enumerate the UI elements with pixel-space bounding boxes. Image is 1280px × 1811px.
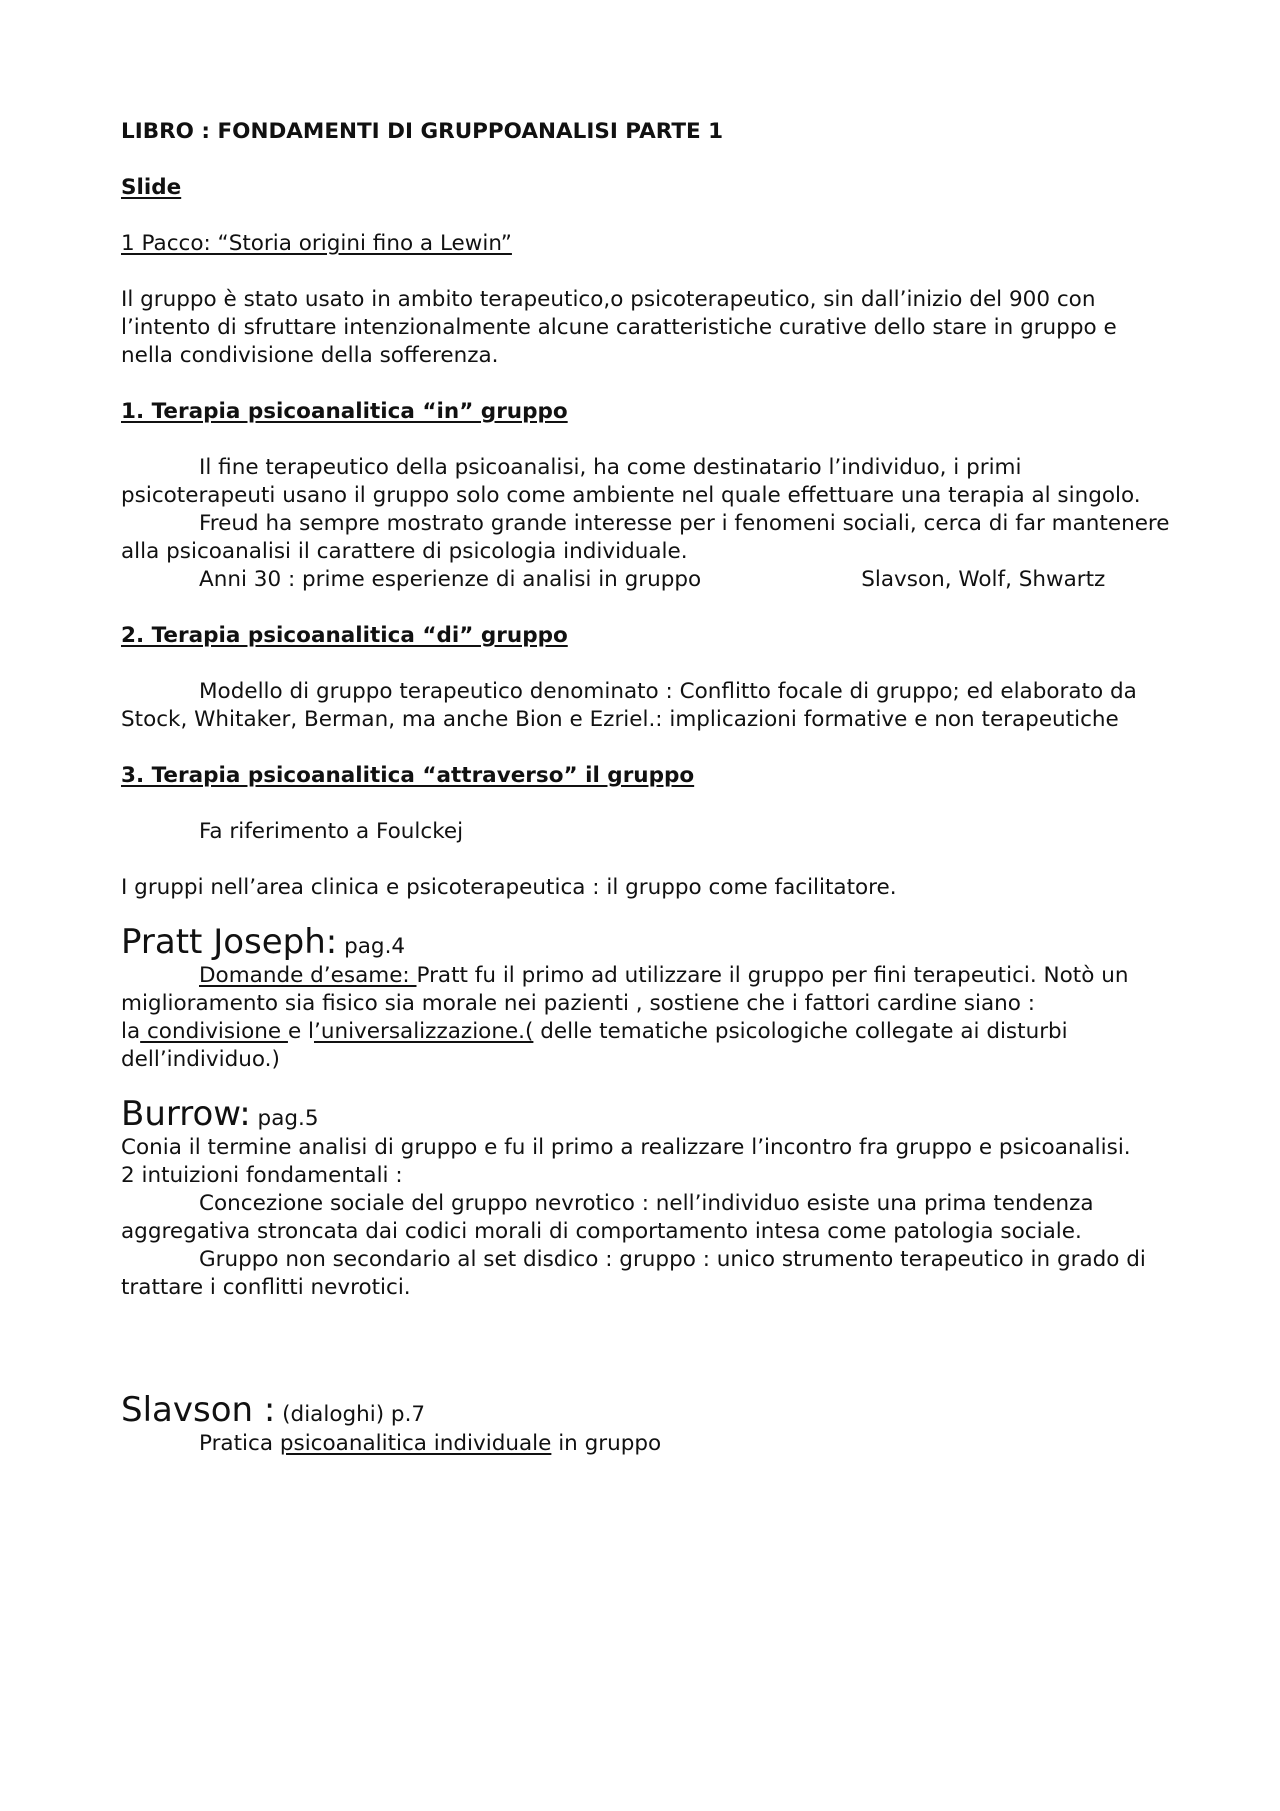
section-2-heading: 2. Terapia psicoanalitica “di” gruppo xyxy=(121,623,568,648)
section-1-paragraph-2: Freud ha sempre mostrato grande interesse per i fenomeni sociali, cerca di far mantenere alla psicoanalisi il carattere di psicologia individuale. xyxy=(121,511,1170,564)
document-title: LIBRO : FONDAMENTI DI GRUPPOANALISI PARTE 1 xyxy=(121,119,724,144)
burrow-paragraph-4: Gruppo non secondario al set disdico : gruppo : unico strumento terapeutico in grado di trattare i conflitti nevrotici. xyxy=(121,1247,1146,1300)
exam-questions-label: Domande d’esame: xyxy=(199,963,417,988)
slide-heading: Slide xyxy=(121,175,182,200)
section-3-heading: 3. Terapia psicoanalitica “attraverso” il gruppo xyxy=(121,763,695,788)
pratt-heading: Pratt Joseph: pag.4 xyxy=(121,922,406,962)
slavson-heading: Slavson : (dialoghi) p.7 xyxy=(121,1390,426,1430)
clinica-paragraph: I gruppi nell’area clinica e psicoterapeutica : il gruppo come facilitatore. xyxy=(121,875,897,900)
burrow-paragraph-2: 2 intuizioni fondamentali : xyxy=(121,1163,403,1188)
slavson-paragraph: Pratica psicoanalitica individuale in gruppo xyxy=(199,1431,662,1456)
document-page xyxy=(121,118,1171,1458)
section-1-paragraph-3: Anni 30 : prime esperienze di analisi in gruppo Slavson, Wolf, Shwartz xyxy=(199,567,1106,592)
pratt-factors: la condivisione e l’universalizzazione.( delle tematiche psicologiche collegate ai disturbi dell’individuo.) xyxy=(121,1019,1068,1072)
burrow-paragraph-3: Concezione sociale del gruppo nevrotico : nell’individuo esiste una prima tendenza aggregativa stroncata dai codici morali di comportamento intesa come patologia sociale. xyxy=(121,1191,1094,1244)
pratt-paragraph: Domande d’esame: Pratt fu il primo ad utilizzare il gruppo per fini terapeutici. Notò un miglioramento sia fisico sia morale nei pazienti , sostiene che i fattori cardine siano : xyxy=(121,963,1129,1016)
burrow-heading: Burrow: pag.5 xyxy=(121,1094,319,1134)
section-2-paragraph: Modello di gruppo terapeutico denominato : Conflitto focale di gruppo; ed elaborato da Stock, Whitaker, Berman, ma anche Bion e Ezriel.: implicazioni formative e non terapeutiche xyxy=(121,679,1137,732)
section-3-paragraph: Fa riferimento a Foulckej xyxy=(199,819,464,844)
section-1-paragraph-1: Il fine terapeutico della psicoanalisi, ha come destinatario l’individuo, i primi psicoterapeuti usano il gruppo solo come ambiente nel quale effettuare una terapia al singolo. xyxy=(121,455,1141,508)
section-1-heading: 1. Terapia psicoanalitica “in” gruppo xyxy=(121,399,568,424)
intro-paragraph: Il gruppo è stato usato in ambito terapeutico,o psicoterapeutico, sin dall’inizio del 900 con l’intento di sfruttare intenzionalmente alcune caratteristiche curative dello stare in gruppo e nella condivisione della sofferenza. xyxy=(121,287,1117,368)
pacco-heading: 1 Pacco: “Storia origini fino a Lewin” xyxy=(121,231,512,256)
burrow-paragraph-1: Conia il termine analisi di gruppo e fu il primo a realizzare l’incontro fra gruppo e psicoanalisi. xyxy=(121,1135,1131,1160)
